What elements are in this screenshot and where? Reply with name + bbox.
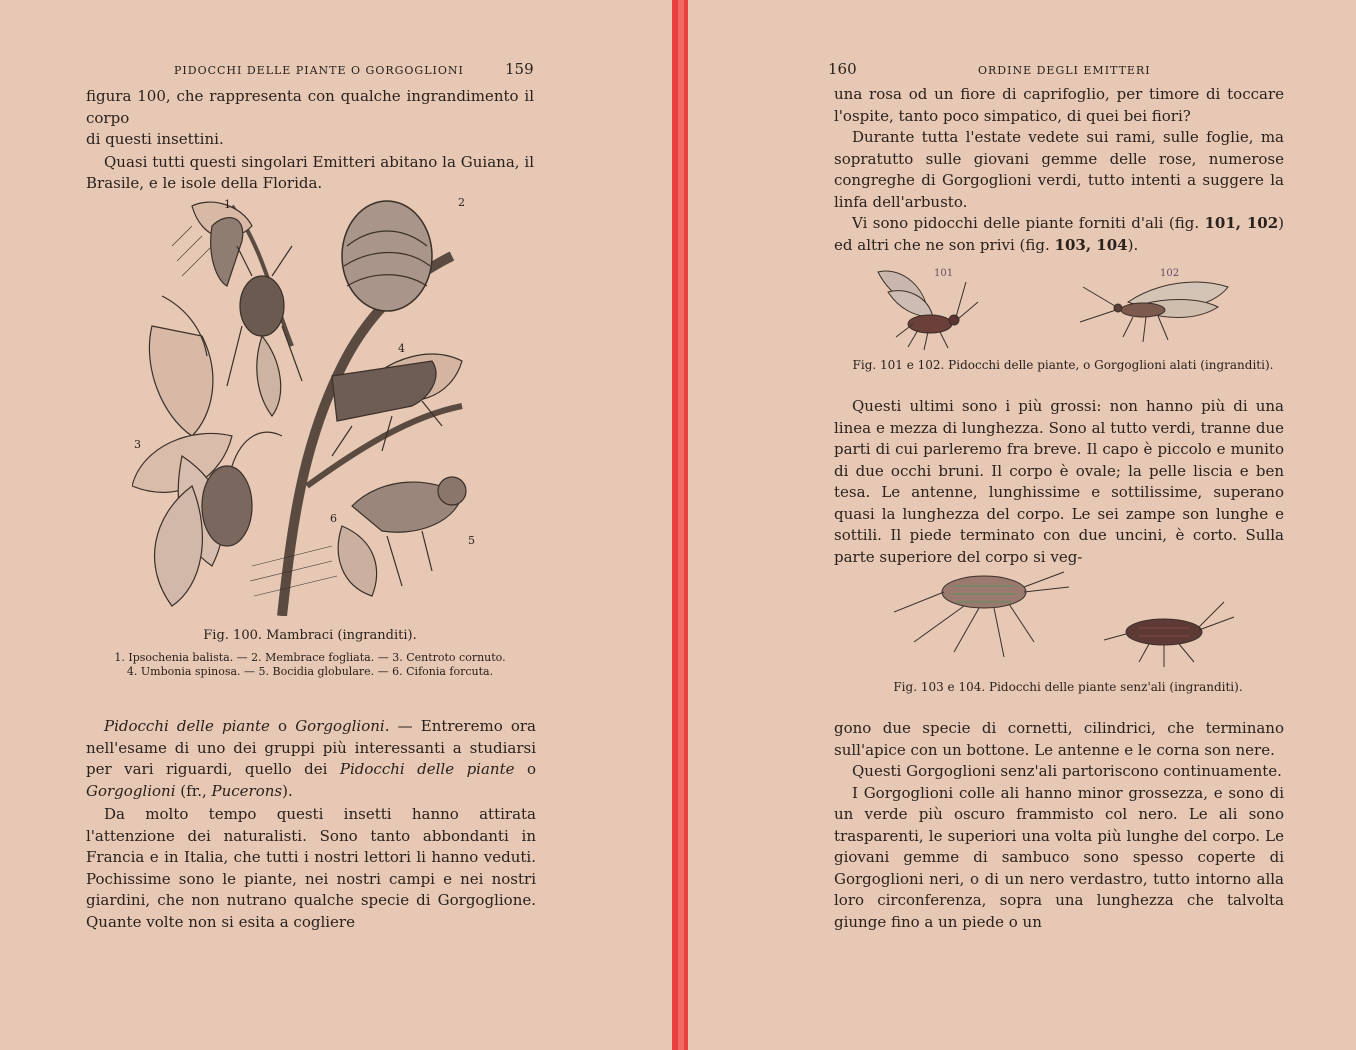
insect-2-body — [342, 201, 432, 311]
left-para-3 — [86, 716, 536, 802]
left-para-1-line-1: figura 100, che rappresenta con qualche ingrandimento il corpo — [86, 87, 534, 127]
para3-c: ) ed altri che ne son privi (fig. — [834, 214, 1285, 254]
right-page — [688, 0, 1356, 1050]
membracidae-illustration — [132, 186, 484, 616]
fig101-caption: Fig. 101 e 102. Pidocchi delle piante, o Gorgoglioni alati (ingranditi). — [852, 358, 1274, 372]
section-title-part-2: Gorgoglioni. — [295, 717, 390, 735]
figure-label-6: 6 — [330, 512, 337, 525]
wingless-aphids-illustration — [894, 562, 1264, 672]
para3-e: ). — [1127, 235, 1139, 254]
right-para-1: una rosa od un fiore di caprifoglio, per timore di toccare l'ospite, tanto poco simpatico, di quei bei fiori? — [834, 85, 1284, 125]
figure-label-1: 1 — [224, 198, 231, 211]
left-section-body — [86, 716, 536, 933]
section-text-c: (fr., — [175, 781, 212, 800]
running-head-right: ORDINE DEGLI EMITTERI — [978, 64, 1151, 77]
gutter-fold — [678, 0, 684, 1050]
running-head-left: PIDOCCHI DELLE PIANTE O GORGOGLIONI — [174, 64, 464, 77]
section-text-a: — Entreremo ora nell'esame di uno dei gruppi più interessanti a studiarsi per vari riguardi, quello dei — [86, 717, 536, 778]
section-italic-2: Gorgoglioni — [86, 781, 176, 800]
figure-label-5: 5 — [468, 534, 475, 547]
figure-label-2: 2 — [458, 196, 465, 209]
right-bottom-text — [834, 718, 1284, 933]
figure-101-102 — [868, 262, 1288, 352]
section-text-d: ). — [282, 781, 293, 800]
section-italic-1: Pidocchi delle piante — [339, 760, 515, 778]
winged-aphids-illustration — [868, 262, 1288, 352]
figure-100-engraving — [132, 186, 484, 616]
right-middle-text — [834, 396, 1284, 568]
para3-b: 101, 102 — [1204, 214, 1279, 232]
left-para-2: Quasi tutti questi singolari Emitteri abitano la Guiana, il Brasile, e le isole della Florida. — [86, 152, 534, 192]
fig100-legend-line-1: 1. Ipsochenia balista. — 2. Membrace fogliata. — 3. Centroto cornuto. — [114, 651, 506, 664]
para3-a: Vi sono pidocchi delle piante forniti d'ali (fig. — [852, 214, 1205, 232]
section-text-b: o — [514, 760, 536, 778]
section-title-part-1: Pidocchi delle piante — [104, 717, 270, 735]
page-number-left: 159 — [505, 60, 534, 78]
fig-102-annotation: 102 — [1160, 268, 1180, 279]
right-para-3 — [834, 213, 1284, 256]
right-para-6: Questi Gorgoglioni senz'ali partoriscono continuamente. — [852, 762, 1282, 780]
figure-label-3: 3 — [134, 438, 141, 451]
fig-101-annotation: 101 — [934, 268, 954, 279]
left-para-1-line-2: di questi insettini. — [86, 130, 224, 148]
fig103-caption: Fig. 103 e 104. Pidocchi delle piante senz'ali (ingranditi). — [893, 680, 1243, 694]
section-title-o: o — [269, 717, 296, 735]
right-para-5: gono due specie di cornetti, cilindrici, che terminano sull'apice con un bottone. Le antenne e le corna son nere. — [834, 719, 1284, 759]
right-para-4: Questi ultimi sono i più grossi: non hanno più di una linea e mezza di lunghezza. Sono al tutto verdi, tranne due parti di cui parleremo fra breve. Il capo è piccolo e munito di due occhi bruni. Il corpo è ovale; la pelle liscia e ben tesa. Le antenne, lunghissime e sottilissime, superano quasi la lunghezza del corpo. Le sei zampe son lunghe e sottili. Il piede terminato con due uncini, è corto. Sulla parte superiore del corpo si veg- — [834, 397, 1284, 566]
page-number-right: 160 — [828, 60, 857, 78]
fig100-caption: Fig. 100. Mambraci (ingranditi). — [203, 628, 417, 643]
section-italic-3: Pucerons — [211, 781, 283, 800]
left-para-1 — [86, 86, 534, 195]
right-para-7: I Gorgoglioni colle ali hanno minor grossezza, e sono di un verde più oscuro frammisto col nero. Le ali sono trasparenti, le superiori una volta più lunghe del corpo. Le giovani gemme di sambuco sono spesso coperte di Gorgoglioni neri, o di un nero verdastro, tutto intorno alla loro circonferenza, sopra una lunghezza che talvolta giunge fino a un piede o un — [834, 783, 1284, 931]
left-para-4: Da molto tempo questi insetti hanno attirata l'attenzione dei naturalisti. Sono tanto abbondanti in Francia e in Italia, che tutti i nostri lettori li hanno veduti. Pochissime sono le piante, nei nostri campi e nei nostri giardini, che non nutrano qualche specie di Gorgoglione. Quante volte non si esita a cogliere — [86, 805, 536, 931]
figure-label-4: 4 — [398, 342, 405, 355]
right-para-2: Durante tutta l'estate vedete sui rami, sulle foglie, ma sopratutto sulle giovani gemme delle rose, numerose congreghe di Gorgoglioni verdi, tutto intenti a suggere la linfa dell'arbusto. — [834, 128, 1284, 211]
right-top-text — [834, 84, 1284, 256]
figure-103-104 — [894, 562, 1264, 672]
para3-d: 103, 104 — [1054, 235, 1128, 254]
fig100-legend-line-2: 4. Umbonia spinosa. — 5. Bocidia globulare. — 6. Cifonia forcuta. — [126, 665, 494, 678]
